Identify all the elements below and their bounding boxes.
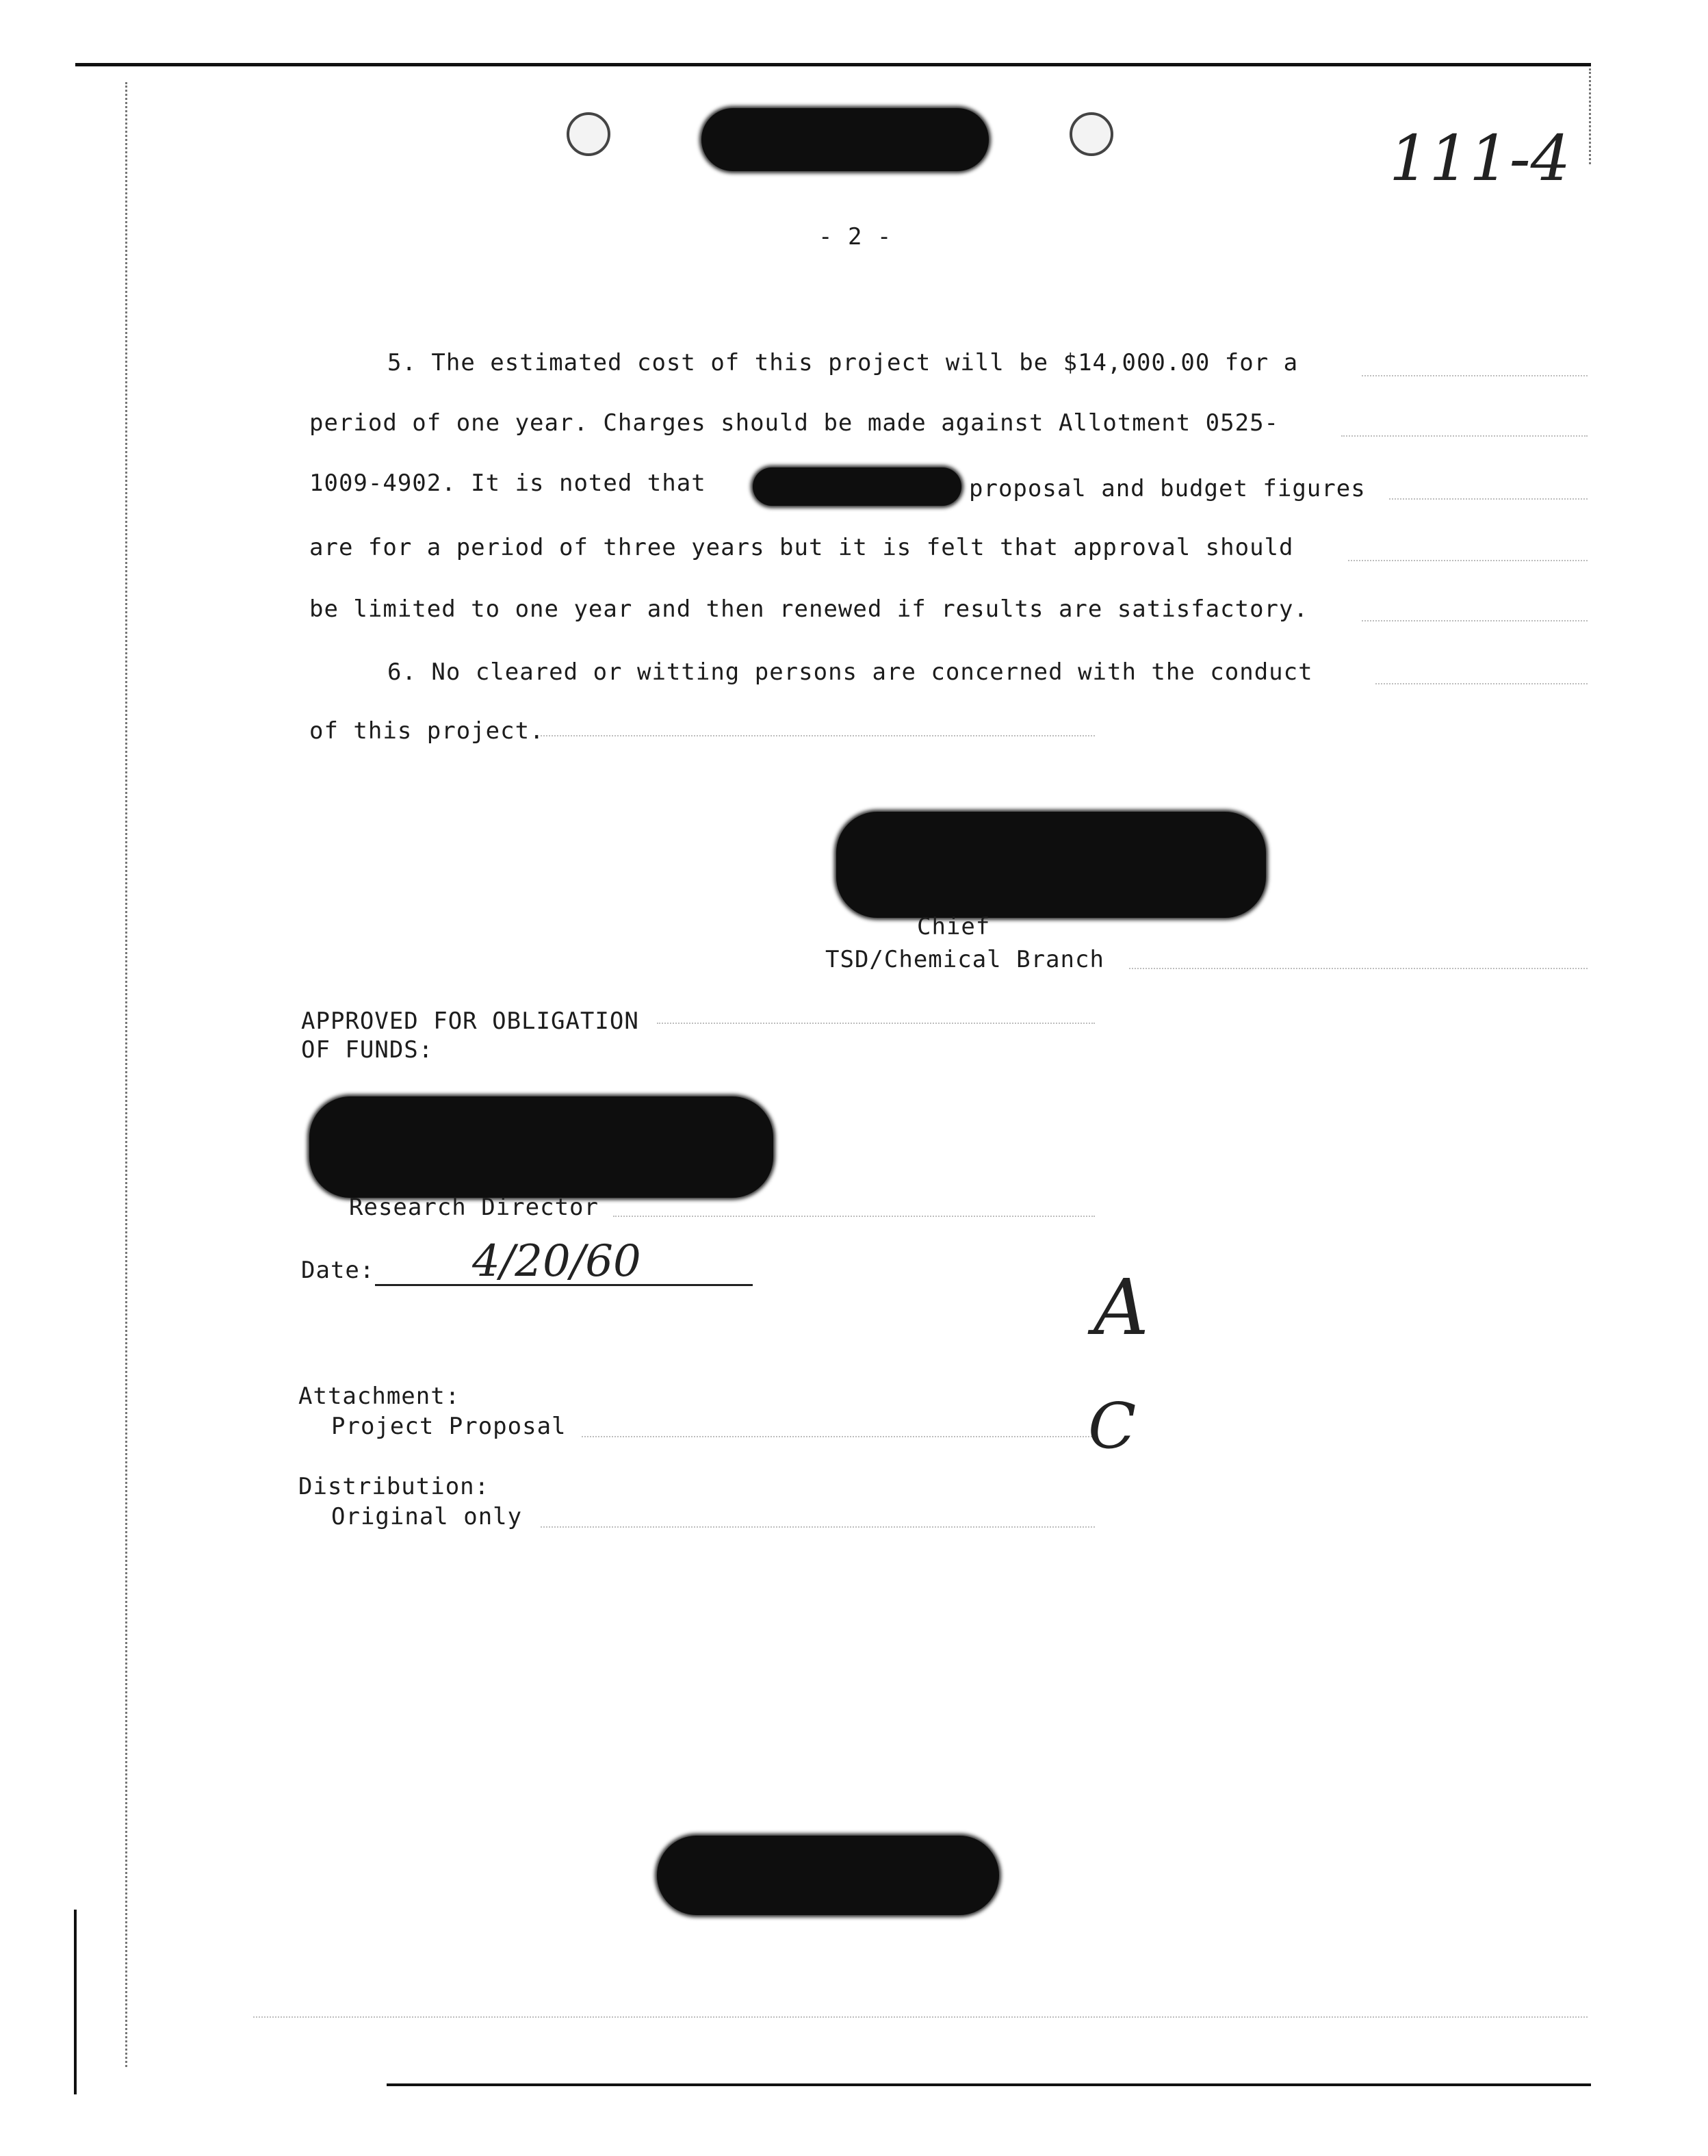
punch-hole-right	[1070, 112, 1113, 156]
scan-line	[613, 1216, 1095, 1217]
handwritten-mark-c: C	[1088, 1389, 1137, 1463]
p5-line-2: period of one year. Charges should be made against Allotment 0525-	[309, 409, 1280, 437]
scan-line	[1389, 498, 1588, 500]
attachment-label: Attachment:	[298, 1383, 461, 1410]
p5-line-3b: proposal and budget figures	[969, 475, 1366, 502]
handwritten-mark-a: A	[1094, 1263, 1149, 1352]
distribution-label: Distribution:	[298, 1473, 490, 1500]
scan-line	[1362, 375, 1588, 376]
signature-title: Chief	[917, 913, 991, 940]
left-margin-marks	[125, 82, 127, 2067]
handwritten-date: 4/20/60	[472, 1236, 641, 1287]
signature-unit: TSD/Chemical Branch	[825, 946, 1104, 973]
date-label: Date:	[301, 1257, 375, 1284]
redaction-signature	[836, 812, 1266, 918]
redaction-header	[701, 108, 989, 171]
p5-line-5: be limited to one year and then renewed if results are satisfactory.	[309, 595, 1308, 623]
distribution-item: Original only	[331, 1503, 523, 1530]
scan-line	[582, 1436, 1095, 1437]
page-number: - 2 -	[818, 223, 892, 251]
p5-line-4: are for a period of three years but it is felt that approval should	[309, 534, 1294, 561]
approval-line-1: APPROVED FOR OBLIGATION	[301, 1008, 639, 1035]
punch-hole-left	[567, 112, 610, 156]
redaction-approver	[309, 1096, 773, 1198]
scan-line	[1341, 435, 1588, 437]
approver-role: Research Director	[349, 1194, 599, 1221]
redaction-footer	[657, 1836, 999, 1915]
scan-line	[541, 1526, 1095, 1528]
scan-line	[1348, 560, 1588, 561]
p6-line-1: 6. No cleared or witting persons are concerned with the conduct	[387, 658, 1313, 686]
redaction-inline-name	[753, 467, 961, 506]
p5-line-3a: 1009-4902. It is noted that	[309, 470, 706, 497]
scan-line	[1362, 620, 1588, 621]
left-edge-line	[74, 1910, 77, 2094]
bottom-rule	[387, 2083, 1591, 2086]
scan-line	[253, 2016, 1588, 2018]
p5-line-1: 5. The estimated cost of this project will be $14,000.00 for a	[387, 349, 1299, 376]
approval-line-2: OF FUNDS:	[301, 1036, 434, 1064]
p6-line-2: of this project.	[309, 717, 545, 745]
scan-line	[1129, 968, 1588, 969]
scan-line	[657, 1023, 1095, 1024]
top-rule	[75, 63, 1591, 66]
right-edge-marks	[1589, 68, 1591, 164]
scan-line	[541, 735, 1095, 736]
attachment-item: Project Proposal	[331, 1413, 567, 1440]
handwritten-page-ref: 111-4	[1389, 122, 1571, 195]
scan-line	[1375, 683, 1588, 684]
